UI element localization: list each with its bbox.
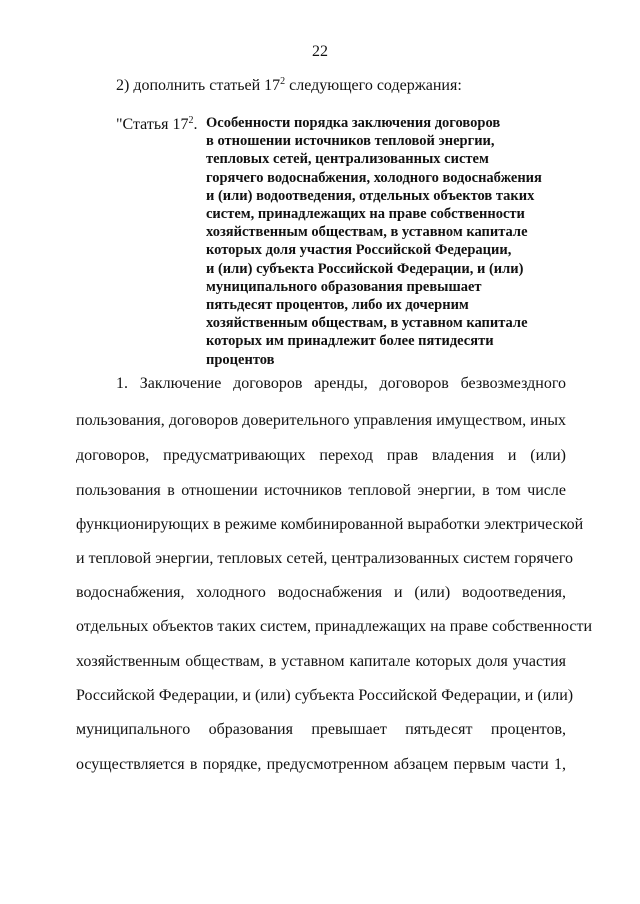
body-paragraph-line: хозяйственным обществам, в уставном капитале которых доля участия [76,653,566,670]
heading-line: и (или) водоотведения, отдельных объектов таких [206,187,535,204]
heading-line: процентов [206,351,275,368]
article-heading [206,114,576,369]
heading-line: которых доля участия Российской Федерации, [206,242,512,259]
intro-superscript: 2 [280,76,286,87]
article-label-superscript: 2 [188,115,194,126]
intro-line [116,76,462,96]
body-paragraph-line: отдельных объектов таких систем, принадлежащих на праве собственности [76,618,593,635]
article-label [116,116,198,134]
body-paragraph-line: договоров, предусматривающих переход прав владения и (или) [76,447,566,464]
intro-text-before: 2) дополнить статьей 17 [116,77,281,94]
heading-line: которых им принадлежит более пятидесяти [206,333,494,350]
heading-line: пятьдесят процентов, либо их дочерним [206,297,469,314]
heading-line: в отношении источников тепловой энергии, [206,133,495,150]
body-paragraph-line: водоснабжения, холодного водоснабжения и (или) водоотведения, [76,584,566,601]
body-paragraph-line: муниципального образования превышает пятьдесят процентов, [76,721,566,738]
article-label-period: . [193,116,198,133]
heading-line: тепловых сетей, централизованных систем [206,151,489,168]
heading-line: хозяйственным обществам, в уставном капитале [206,315,528,332]
body-paragraph-line: 1. Заключение договоров аренды, договоров безвозмездного [116,375,566,392]
intro-text-after: следующего содержания: [285,77,462,94]
heading-line: систем, принадлежащих на праве собственности [206,206,525,223]
page-number: 22 [312,43,328,60]
body-paragraph-line: функционирующих в режиме комбинированной выработки электрической [76,516,584,533]
body-paragraph-line: осуществляется в порядке, предусмотренном абзацем первым части 1, [76,756,566,773]
body-paragraph-line: и тепловой энергии, тепловых сетей, централизованных систем горячего [76,550,573,567]
article-label-text: "Статья 17 [116,116,189,133]
heading-line: Особенности порядка заключения договоров [206,115,501,131]
body-paragraph-line: пользования в отношении источников тепловой энергии, в том числе [76,482,566,499]
heading-line: хозяйственным обществам, в уставном капитале [206,224,528,241]
body-paragraph-line: Российской Федерации, и (или) субъекта Российской Федерации, и (или) [76,687,574,704]
heading-line: муниципального образования превышает [206,278,482,295]
body-paragraph-line: пользования, договоров доверительного управления имуществом, иных [76,412,566,429]
heading-line: горячего водоснабжения, холодного водоснабжения [206,169,542,186]
heading-line: и (или) субъекта Российской Федерации, и (или) [206,260,524,277]
